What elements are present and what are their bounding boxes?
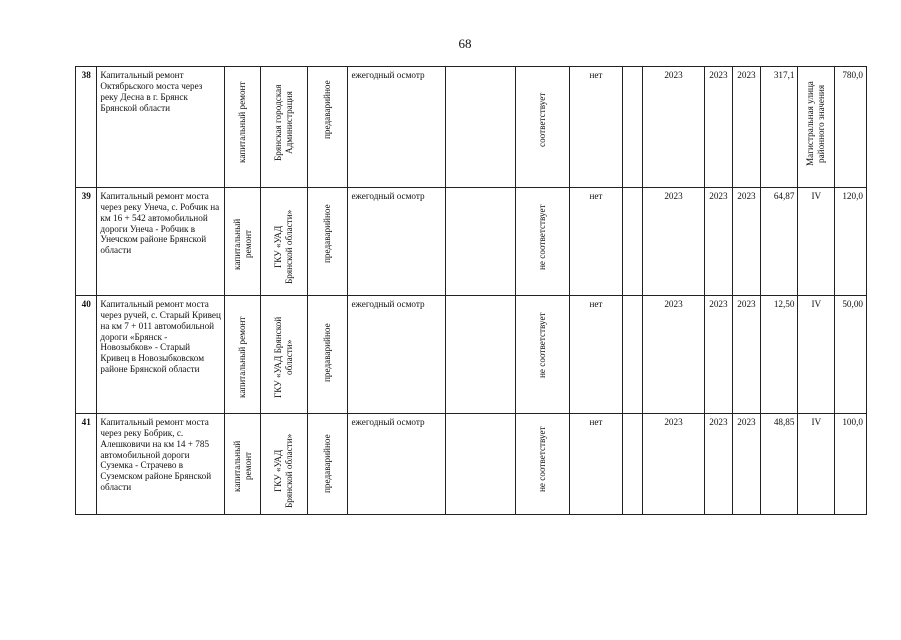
work-type-cell <box>225 67 261 188</box>
year: 2023 <box>643 296 704 414</box>
row-number: 38 <box>76 67 97 188</box>
category: IV <box>798 296 835 414</box>
condition-cell <box>307 67 348 188</box>
length: 12,50 <box>760 296 798 414</box>
owner-cell <box>260 67 307 188</box>
length: 64,87 <box>760 188 798 296</box>
work-type-cell <box>225 296 261 414</box>
empty-cell <box>622 188 642 296</box>
category-cell <box>798 67 835 188</box>
table-row <box>76 414 867 515</box>
presence: нет <box>569 67 622 188</box>
presence: нет <box>569 188 622 296</box>
row-number: 41 <box>76 414 97 515</box>
compliance-cell <box>515 67 569 188</box>
compliance: не соответствует <box>536 426 547 492</box>
empty-cell <box>446 296 515 414</box>
work-type: капитальный ремонт <box>231 218 253 270</box>
table-row <box>76 67 867 188</box>
compliance-cell <box>515 414 569 515</box>
condition: предаварийное <box>322 323 333 383</box>
year: 2023 <box>704 67 733 188</box>
inspection: ежегодный осмотр <box>348 67 446 188</box>
compliance: не соответствует <box>536 204 547 270</box>
year: 2023 <box>704 296 733 414</box>
empty-cell <box>622 414 642 515</box>
owner: ГКУ «УАД Брянской области» <box>272 433 294 509</box>
length: 317,1 <box>760 67 798 188</box>
owner: ГКУ «УАД Брянской области» <box>272 209 294 285</box>
object-name: Капитальный ремонт моста через реку Бобрик, с. Алешковичи на км 14 + 785 автомобильной дороги Суземка - Страчево в Суземском районе Брянской области <box>97 414 225 515</box>
compliance: соответствует <box>536 92 547 148</box>
condition-cell <box>307 414 348 515</box>
year: 2023 <box>643 188 704 296</box>
compliance-cell <box>515 296 569 414</box>
condition: предаварийное <box>322 80 333 140</box>
presence: нет <box>569 414 622 515</box>
empty-cell <box>446 67 515 188</box>
table-row <box>76 296 867 414</box>
empty-cell <box>622 296 642 414</box>
inspection: ежегодный осмотр <box>348 188 446 296</box>
presence: нет <box>569 296 622 414</box>
owner-cell <box>260 188 307 296</box>
compliance: не соответствует <box>536 312 547 378</box>
object-name: Капитальный ремонт моста через реку Унеча, с. Робчик на км 16 + 542 автомобильной дороги Унеча - Робчик в Унечском районе Брянской области <box>97 188 225 296</box>
owner: ГКУ «УАД Брянской области» <box>272 316 294 398</box>
object-name: Капитальный ремонт Октябрьского моста через реку Десна в г. Брянск Брянской области <box>97 67 225 188</box>
year: 2023 <box>643 414 704 515</box>
year: 2023 <box>733 67 761 188</box>
owner: Брянская городская Администрация <box>272 84 294 161</box>
page-number: 68 <box>458 36 472 51</box>
cost: 100,0 <box>835 414 867 515</box>
category: Магистральная улица районного значения <box>805 81 827 167</box>
year: 2023 <box>704 188 733 296</box>
work-type: капитальный ремонт <box>236 81 247 164</box>
owner-cell <box>260 414 307 515</box>
length: 48,85 <box>760 414 798 515</box>
empty-cell <box>446 414 515 515</box>
condition: предаварийное <box>322 434 333 494</box>
year: 2023 <box>704 414 733 515</box>
condition-cell <box>307 296 348 414</box>
work-type: капитальный ремонт <box>236 316 247 398</box>
object-name: Капитальный ремонт моста через ручей, с. Старый Кривец на км 7 + 011 автомобильной дороги «Брянск - Новозыбков» - Старый Кривец в Новозыбковском районе Брянской области <box>97 296 225 414</box>
year: 2023 <box>733 188 761 296</box>
inspection: ежегодный осмотр <box>348 414 446 515</box>
empty-cell <box>622 67 642 188</box>
year: 2023 <box>733 296 761 414</box>
empty-cell <box>446 188 515 296</box>
cost: 120,0 <box>835 188 867 296</box>
year: 2023 <box>733 414 761 515</box>
table-row <box>76 188 867 296</box>
row-number: 40 <box>76 296 97 414</box>
owner-cell <box>260 296 307 414</box>
category: IV <box>798 414 835 515</box>
year: 2023 <box>643 67 704 188</box>
cost: 50,00 <box>835 296 867 414</box>
condition-cell <box>307 188 348 296</box>
category: IV <box>798 188 835 296</box>
cost: 780,0 <box>835 67 867 188</box>
condition: предаварийное <box>322 204 333 264</box>
inspection: ежегодный осмотр <box>348 296 446 414</box>
work-type-cell <box>225 188 261 296</box>
row-number: 39 <box>76 188 97 296</box>
compliance-cell <box>515 188 569 296</box>
bridge-repair-table <box>75 66 867 515</box>
work-type: капитальный ремонт <box>231 440 253 492</box>
work-type-cell <box>225 414 261 515</box>
